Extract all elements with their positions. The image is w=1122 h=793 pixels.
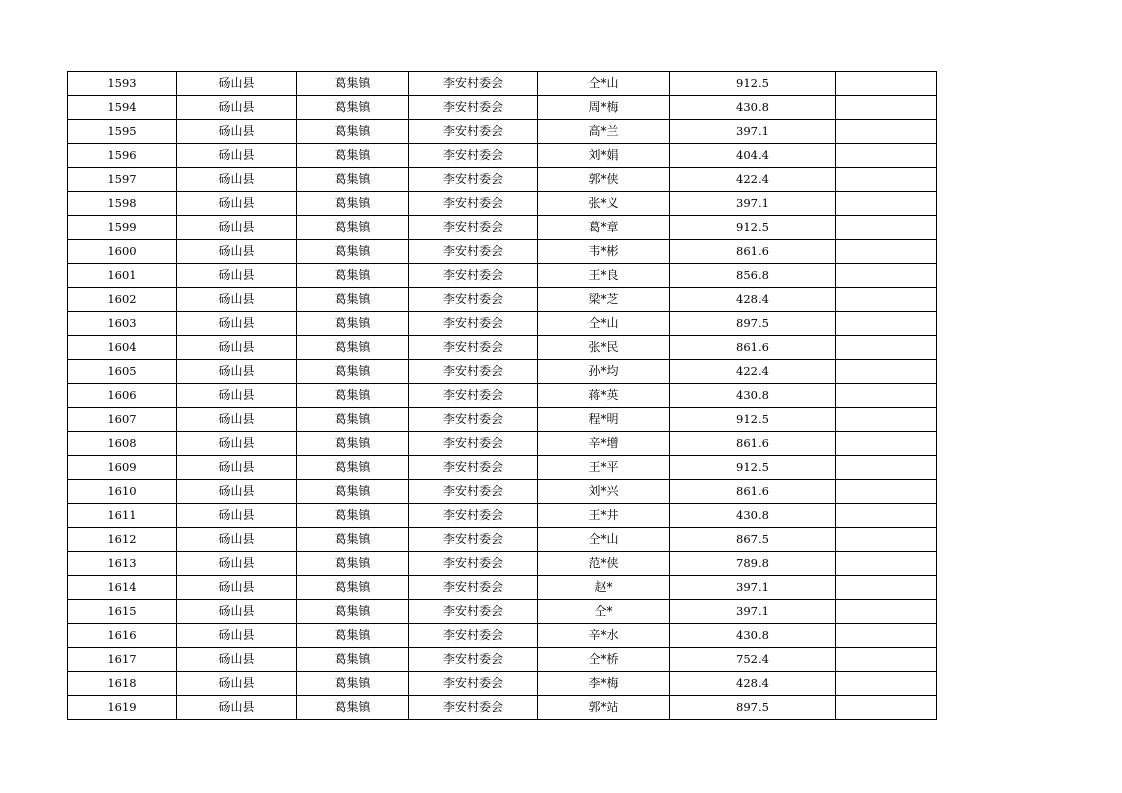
county-cell: 砀山县: [177, 192, 297, 216]
town-cell: 葛集镇: [297, 696, 409, 720]
village-committee-cell: 李安村委会: [409, 288, 538, 312]
serial-number-cell: 1597: [68, 168, 177, 192]
amount-cell: 428.4: [670, 672, 836, 696]
amount-cell: 912.5: [670, 408, 836, 432]
name-cell: 刘*娟: [538, 144, 670, 168]
village-committee-cell: 李安村委会: [409, 648, 538, 672]
county-cell: 砀山县: [177, 216, 297, 240]
village-committee-cell: 李安村委会: [409, 360, 538, 384]
serial-number-cell: 1612: [68, 528, 177, 552]
remark-cell: [836, 240, 937, 264]
name-cell: 周*梅: [538, 96, 670, 120]
county-cell: 砀山县: [177, 456, 297, 480]
name-cell: 葛*章: [538, 216, 670, 240]
table-row: [68, 648, 937, 672]
table-row: [68, 120, 937, 144]
remark-cell: [836, 624, 937, 648]
remark-cell: [836, 528, 937, 552]
village-committee-cell: 李安村委会: [409, 696, 538, 720]
table-row: [68, 408, 937, 432]
county-cell: 砀山县: [177, 576, 297, 600]
name-cell: 郭*站: [538, 696, 670, 720]
remark-cell: [836, 264, 937, 288]
serial-number-cell: 1617: [68, 648, 177, 672]
serial-number-cell: 1596: [68, 144, 177, 168]
remark-cell: [836, 360, 937, 384]
town-cell: 葛集镇: [297, 216, 409, 240]
serial-number-cell: 1613: [68, 552, 177, 576]
table-row: [68, 480, 937, 504]
remark-cell: [836, 192, 937, 216]
serial-number-cell: 1610: [68, 480, 177, 504]
village-committee-cell: 李安村委会: [409, 168, 538, 192]
town-cell: 葛集镇: [297, 192, 409, 216]
amount-cell: 397.1: [670, 192, 836, 216]
table-row: [68, 240, 937, 264]
table-row: [68, 432, 937, 456]
name-cell: 张*义: [538, 192, 670, 216]
name-cell: 韦*彬: [538, 240, 670, 264]
county-cell: 砀山县: [177, 624, 297, 648]
table-row: [68, 672, 937, 696]
amount-cell: 752.4: [670, 648, 836, 672]
county-cell: 砀山县: [177, 72, 297, 96]
town-cell: 葛集镇: [297, 432, 409, 456]
name-cell: 范*侠: [538, 552, 670, 576]
town-cell: 葛集镇: [297, 408, 409, 432]
table-row: [68, 192, 937, 216]
table-row: [68, 504, 937, 528]
county-cell: 砀山县: [177, 504, 297, 528]
table-row: [68, 384, 937, 408]
name-cell: 仝*: [538, 600, 670, 624]
amount-cell: 861.6: [670, 336, 836, 360]
name-cell: 王*良: [538, 264, 670, 288]
data-table: [67, 71, 937, 720]
table-row: [68, 96, 937, 120]
village-committee-cell: 李安村委会: [409, 456, 538, 480]
village-committee-cell: 李安村委会: [409, 264, 538, 288]
amount-cell: 397.1: [670, 120, 836, 144]
village-committee-cell: 李安村委会: [409, 624, 538, 648]
amount-cell: 912.5: [670, 216, 836, 240]
town-cell: 葛集镇: [297, 504, 409, 528]
name-cell: 刘*兴: [538, 480, 670, 504]
amount-cell: 430.8: [670, 504, 836, 528]
village-committee-cell: 李安村委会: [409, 216, 538, 240]
town-cell: 葛集镇: [297, 672, 409, 696]
village-committee-cell: 李安村委会: [409, 504, 538, 528]
name-cell: 李*梅: [538, 672, 670, 696]
table-row: [68, 144, 937, 168]
remark-cell: [836, 336, 937, 360]
county-cell: 砀山县: [177, 336, 297, 360]
name-cell: 赵*: [538, 576, 670, 600]
table-row: [68, 552, 937, 576]
serial-number-cell: 1615: [68, 600, 177, 624]
village-committee-cell: 李安村委会: [409, 576, 538, 600]
county-cell: 砀山县: [177, 312, 297, 336]
name-cell: 程*明: [538, 408, 670, 432]
amount-cell: 422.4: [670, 360, 836, 384]
name-cell: 蒋*英: [538, 384, 670, 408]
village-committee-cell: 李安村委会: [409, 240, 538, 264]
table-row: [68, 456, 937, 480]
table-body: [68, 72, 937, 720]
remark-cell: [836, 600, 937, 624]
county-cell: 砀山县: [177, 360, 297, 384]
county-cell: 砀山县: [177, 408, 297, 432]
amount-cell: 430.8: [670, 96, 836, 120]
village-committee-cell: 李安村委会: [409, 96, 538, 120]
remark-cell: [836, 144, 937, 168]
county-cell: 砀山县: [177, 288, 297, 312]
town-cell: 葛集镇: [297, 144, 409, 168]
name-cell: 高*兰: [538, 120, 670, 144]
table-row: [68, 696, 937, 720]
name-cell: 辛*增: [538, 432, 670, 456]
remark-cell: [836, 408, 937, 432]
town-cell: 葛集镇: [297, 264, 409, 288]
town-cell: 葛集镇: [297, 360, 409, 384]
village-committee-cell: 李安村委会: [409, 120, 538, 144]
amount-cell: 897.5: [670, 312, 836, 336]
county-cell: 砀山县: [177, 600, 297, 624]
table-row: [68, 312, 937, 336]
county-cell: 砀山县: [177, 480, 297, 504]
village-committee-cell: 李安村委会: [409, 384, 538, 408]
serial-number-cell: 1593: [68, 72, 177, 96]
serial-number-cell: 1608: [68, 432, 177, 456]
county-cell: 砀山县: [177, 264, 297, 288]
amount-cell: 856.8: [670, 264, 836, 288]
amount-cell: 861.6: [670, 432, 836, 456]
remark-cell: [836, 168, 937, 192]
serial-number-cell: 1606: [68, 384, 177, 408]
serial-number-cell: 1603: [68, 312, 177, 336]
remark-cell: [836, 552, 937, 576]
town-cell: 葛集镇: [297, 336, 409, 360]
town-cell: 葛集镇: [297, 480, 409, 504]
name-cell: 仝*山: [538, 72, 670, 96]
serial-number-cell: 1602: [68, 288, 177, 312]
table-row: [68, 216, 937, 240]
county-cell: 砀山县: [177, 120, 297, 144]
remark-cell: [836, 576, 937, 600]
town-cell: 葛集镇: [297, 624, 409, 648]
remark-cell: [836, 72, 937, 96]
amount-cell: 861.6: [670, 480, 836, 504]
name-cell: 仝*山: [538, 528, 670, 552]
village-committee-cell: 李安村委会: [409, 408, 538, 432]
table-row: [68, 264, 937, 288]
remark-cell: [836, 456, 937, 480]
amount-cell: 897.5: [670, 696, 836, 720]
county-cell: 砀山县: [177, 432, 297, 456]
town-cell: 葛集镇: [297, 456, 409, 480]
town-cell: 葛集镇: [297, 96, 409, 120]
remark-cell: [836, 312, 937, 336]
town-cell: 葛集镇: [297, 120, 409, 144]
village-committee-cell: 李安村委会: [409, 312, 538, 336]
village-committee-cell: 李安村委会: [409, 528, 538, 552]
remark-cell: [836, 504, 937, 528]
serial-number-cell: 1616: [68, 624, 177, 648]
remark-cell: [836, 480, 937, 504]
village-committee-cell: 李安村委会: [409, 72, 538, 96]
remark-cell: [836, 96, 937, 120]
amount-cell: 867.5: [670, 528, 836, 552]
county-cell: 砀山县: [177, 672, 297, 696]
remark-cell: [836, 432, 937, 456]
village-committee-cell: 李安村委会: [409, 144, 538, 168]
county-cell: 砀山县: [177, 144, 297, 168]
town-cell: 葛集镇: [297, 288, 409, 312]
table-row: [68, 528, 937, 552]
county-cell: 砀山县: [177, 384, 297, 408]
town-cell: 葛集镇: [297, 528, 409, 552]
amount-cell: 422.4: [670, 168, 836, 192]
serial-number-cell: 1614: [68, 576, 177, 600]
serial-number-cell: 1601: [68, 264, 177, 288]
name-cell: 王*井: [538, 504, 670, 528]
serial-number-cell: 1605: [68, 360, 177, 384]
county-cell: 砀山县: [177, 168, 297, 192]
amount-cell: 861.6: [670, 240, 836, 264]
village-committee-cell: 李安村委会: [409, 600, 538, 624]
table-row: [68, 288, 937, 312]
amount-cell: 430.8: [670, 384, 836, 408]
name-cell: 梁*芝: [538, 288, 670, 312]
town-cell: 葛集镇: [297, 576, 409, 600]
remark-cell: [836, 648, 937, 672]
serial-number-cell: 1618: [68, 672, 177, 696]
serial-number-cell: 1607: [68, 408, 177, 432]
county-cell: 砀山县: [177, 552, 297, 576]
name-cell: 辛*水: [538, 624, 670, 648]
county-cell: 砀山县: [177, 96, 297, 120]
remark-cell: [836, 696, 937, 720]
serial-number-cell: 1604: [68, 336, 177, 360]
name-cell: 郭*侠: [538, 168, 670, 192]
serial-number-cell: 1611: [68, 504, 177, 528]
town-cell: 葛集镇: [297, 240, 409, 264]
amount-cell: 912.5: [670, 72, 836, 96]
remark-cell: [836, 288, 937, 312]
table-row: [68, 168, 937, 192]
town-cell: 葛集镇: [297, 168, 409, 192]
name-cell: 王*平: [538, 456, 670, 480]
town-cell: 葛集镇: [297, 600, 409, 624]
name-cell: 仝*桥: [538, 648, 670, 672]
serial-number-cell: 1595: [68, 120, 177, 144]
town-cell: 葛集镇: [297, 312, 409, 336]
village-committee-cell: 李安村委会: [409, 432, 538, 456]
serial-number-cell: 1599: [68, 216, 177, 240]
table-row: [68, 72, 937, 96]
amount-cell: 397.1: [670, 600, 836, 624]
name-cell: 孙*均: [538, 360, 670, 384]
amount-cell: 430.8: [670, 624, 836, 648]
county-cell: 砀山县: [177, 528, 297, 552]
county-cell: 砀山县: [177, 648, 297, 672]
amount-cell: 912.5: [670, 456, 836, 480]
town-cell: 葛集镇: [297, 552, 409, 576]
county-cell: 砀山县: [177, 696, 297, 720]
remark-cell: [836, 216, 937, 240]
serial-number-cell: 1619: [68, 696, 177, 720]
serial-number-cell: 1598: [68, 192, 177, 216]
town-cell: 葛集镇: [297, 384, 409, 408]
amount-cell: 397.1: [670, 576, 836, 600]
name-cell: 张*民: [538, 336, 670, 360]
amount-cell: 428.4: [670, 288, 836, 312]
name-cell: 仝*山: [538, 312, 670, 336]
table-row: [68, 576, 937, 600]
table-row: [68, 336, 937, 360]
serial-number-cell: 1600: [68, 240, 177, 264]
table-row: [68, 360, 937, 384]
serial-number-cell: 1594: [68, 96, 177, 120]
remark-cell: [836, 672, 937, 696]
village-committee-cell: 李安村委会: [409, 480, 538, 504]
village-committee-cell: 李安村委会: [409, 336, 538, 360]
town-cell: 葛集镇: [297, 648, 409, 672]
serial-number-cell: 1609: [68, 456, 177, 480]
remark-cell: [836, 384, 937, 408]
village-committee-cell: 李安村委会: [409, 552, 538, 576]
village-committee-cell: 李安村委会: [409, 672, 538, 696]
remark-cell: [836, 120, 937, 144]
table-row: [68, 600, 937, 624]
table-row: [68, 624, 937, 648]
county-cell: 砀山县: [177, 240, 297, 264]
amount-cell: 789.8: [670, 552, 836, 576]
amount-cell: 404.4: [670, 144, 836, 168]
town-cell: 葛集镇: [297, 72, 409, 96]
village-committee-cell: 李安村委会: [409, 192, 538, 216]
